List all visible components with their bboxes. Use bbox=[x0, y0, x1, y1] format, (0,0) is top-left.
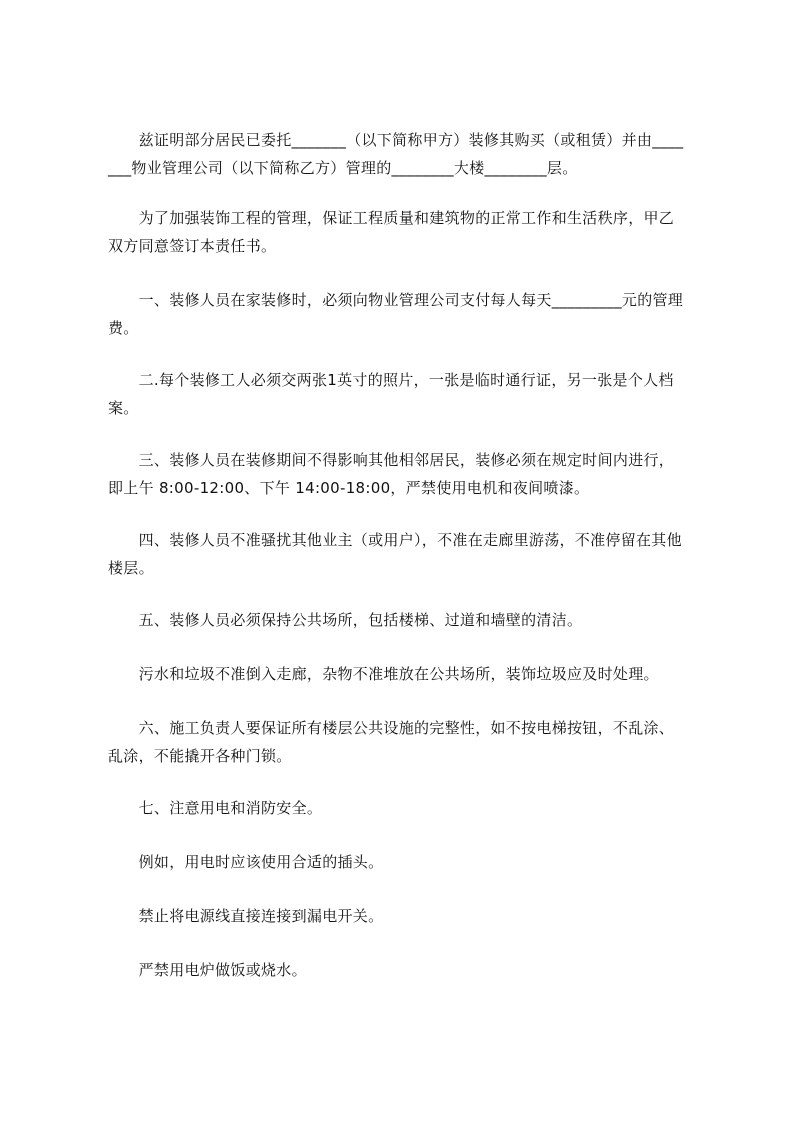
paragraph-intro: 兹证明部分居民已委托_______（以下简称甲方）装修其购买（或租赁）并由_______物业管理公司（以下简称乙方）管理的________大楼________层。 bbox=[108, 131, 684, 177]
paragraph-clause-5-detail: 污水和垃圾不准倒入走廊，杂物不准堆放在公共场所，装饰垃圾应及时处理。 bbox=[108, 665, 659, 683]
paragraph-clause-6: 六、施工负责人要保证所有楼层公共设施的完整性，如不按电梯按钮，不乱涂、乱涂，不能撬开各种门锁。 bbox=[108, 719, 675, 765]
paragraph-clause-4: 四、装修人员不准骚扰其他业主（或用户），不准在走廊里游荡，不准停留在其他楼层。 bbox=[108, 531, 682, 577]
paragraph-clause-5: 五、装修人员必须保持公共场所，包括楼梯、过道和墙壁的清洁。 bbox=[108, 611, 583, 629]
paragraph-clause-7-example: 例如，用电时应该使用合适的插头。 bbox=[108, 853, 384, 871]
paragraph-clause-7: 七、注意用电和消防安全。 bbox=[108, 799, 323, 817]
paragraph-clause-7-prohibition: 禁止将电源线直接连接到漏电开关。 bbox=[108, 907, 384, 925]
paragraph-clause-1: 一、装修人员在家装修时，必须向物业管理公司支付每人每天_________元的管理费。 bbox=[108, 291, 684, 337]
paragraph-purpose: 为了加强装饰工程的管理，保证工程质量和建筑物的正常工作和生活秩序，甲乙双方同意签订本责任书。 bbox=[108, 209, 675, 255]
paragraph-clause-3: 三、装修人员在装修期间不得影响其他相邻居民，装修必须在规定时间内进行，即上午 8:00-12:00、下午 14:00-18:00，严禁使用电机和夜间喷漆。 bbox=[108, 451, 675, 497]
paragraph-clause-2: 二.每个装修工人必须交两张1英寸的照片，一张是临时通行证，另一张是个人档案。 bbox=[108, 371, 674, 417]
paragraph-clause-7-ban: 严禁用电炉做饭或烧水。 bbox=[108, 961, 307, 979]
